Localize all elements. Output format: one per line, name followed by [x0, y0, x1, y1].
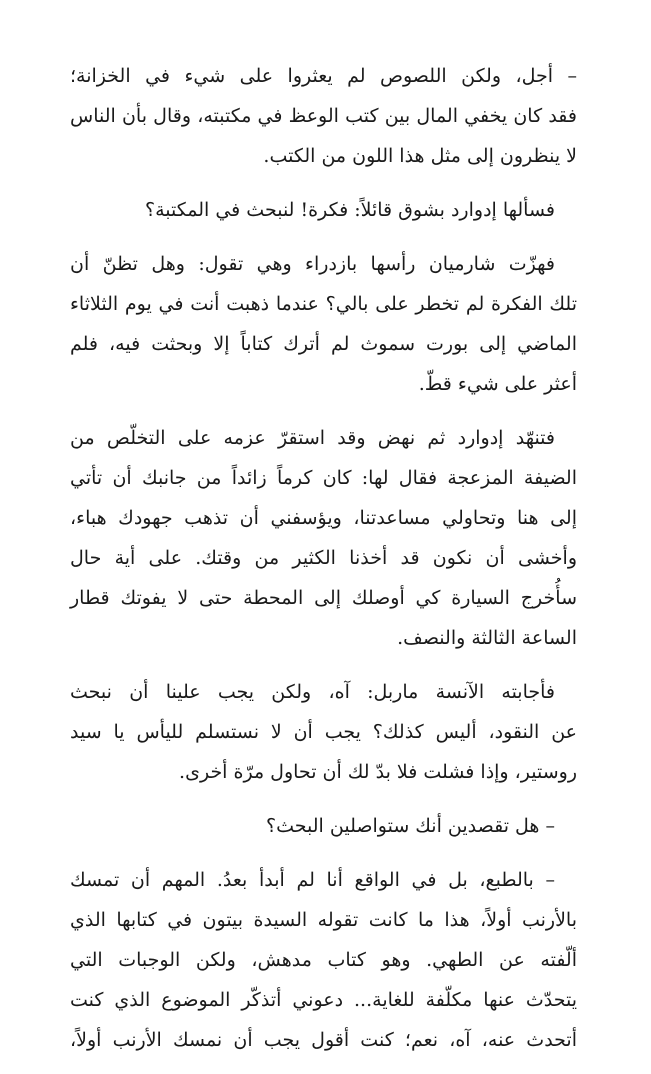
paragraph-3: [70, 244, 577, 404]
paragraph-2: [70, 190, 577, 230]
text-line: ألّفته عن الطهي. وهو كتاب مدهش، ولكن الوجبات التي: [70, 949, 577, 971]
text-line: – بالطبع، بل في الواقع أنا لم أبدأ بعدُ. المهم أن تمسك: [70, 869, 555, 891]
text-line: عن النقود، أليس كذلك؟ يجب أن لا نستسلم لليأس يا سيد: [70, 721, 577, 743]
text-line: فسألها إدوارد بشوق قائلاً: فكرة! لنبحث في المكتبة؟: [145, 199, 555, 221]
book-page: [70, 56, 577, 1074]
text-line: فهزّت شارميان رأسها بازدراء وهي تقول: وهل تظنّ أن: [70, 253, 555, 275]
text-line: تلك الفكرة لم تخطر على بالي؟ عندما ذهبت أنت في يوم الثلاثاء: [70, 293, 577, 315]
text-line: وأخشى أن نكون قد أخذنا الكثير من وقتك. على أية حال: [70, 547, 577, 569]
text-line: فأجابته الآنسة ماربل: آه، ولكن يجب علينا أن نبحث: [70, 681, 555, 703]
text-line: فقد كان يخفي المال بين كتب الوعظ في مكتبته، وقال بأن الناس: [70, 105, 577, 127]
text-line: الضيفة المزعجة فقال لها: كان كرماً زائداً من جانبك أن تأتي: [70, 467, 577, 489]
paragraph-6: [70, 806, 577, 846]
text-line: أتحدث عنه، آه، نعم؛ كنت أقول يجب أن نمسك الأرنب أولاً،: [70, 1029, 577, 1051]
text-line: سأُخرج السيارة كي أوصلك إلى المحطة حتى لا يفوتك قطار: [70, 587, 577, 609]
text-line: روستير، وإذا فشلت فلا بدّ لك أن تحاول مرّة أخرى.: [179, 761, 577, 783]
text-line: الساعة الثالثة والنصف.: [397, 627, 577, 649]
text-line: – هل تقصدين أنك ستواصلين البحث؟: [266, 815, 555, 837]
text-line: لا ينظرون إلى مثل هذا اللون من الكتب.: [263, 145, 577, 167]
text-line: فتنهّد إدوارد ثم نهض وقد استقرّ عزمه على التخلّص من: [70, 427, 555, 449]
paragraph-4: [70, 418, 577, 658]
text-line: إلى هنا وتحاولي مساعدتنا، ويؤسفني أن تذهب جهودك هباء،: [70, 507, 577, 529]
paragraph-1: [70, 56, 577, 176]
text-line: بالأرنب أولاً، هذا ما كانت تقوله السيدة بيتون في كتابها الذي: [70, 909, 577, 931]
text-line: أعثر على شيء قطّ.: [418, 373, 577, 395]
text-line: – أجل، ولكن اللصوص لم يعثروا على شيء في الخزانة؛: [70, 65, 577, 87]
text-line: الماضي إلى بورت سموث لم أترك كتاباً إلا وبحثت فيه، فلم: [70, 333, 577, 355]
text-line: يتحدّث عنها مكلّفة للغاية... دعوني أتذكّر الموضوع الذي كنت: [70, 989, 577, 1011]
paragraph-5: [70, 672, 577, 792]
paragraph-7: [70, 860, 577, 1060]
